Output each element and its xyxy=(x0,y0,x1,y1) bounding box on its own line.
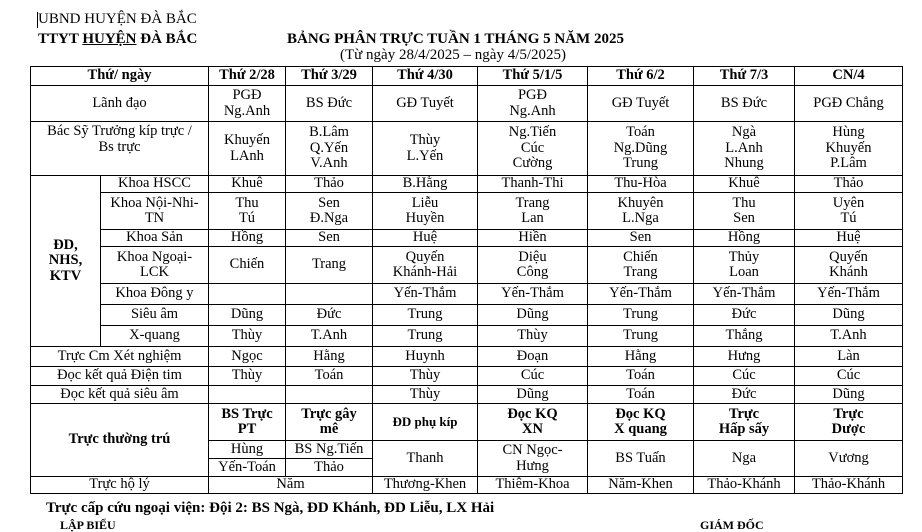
row-label: X-quang xyxy=(101,326,209,347)
cell: Huệ xyxy=(795,230,903,247)
day-header: Thứ 6/2 xyxy=(588,67,694,86)
row-label: Đọc kết quả siêu âm xyxy=(31,386,209,404)
cell: Thùy xyxy=(209,326,286,347)
row-label: Khoa Đông y xyxy=(101,284,209,305)
duty-header: Đọc KQ XN xyxy=(478,404,588,441)
header-row xyxy=(31,67,903,86)
cell: Đức xyxy=(694,305,795,326)
row-label: Bác Sỹ Trưởng kíp trực / Bs trực xyxy=(31,122,209,176)
cell: Toán xyxy=(286,367,373,386)
cell: Khuê xyxy=(694,176,795,193)
duty-header: Trực Hấp sấy xyxy=(694,404,795,441)
cell: Sen xyxy=(588,230,694,247)
day-header: CN/4 xyxy=(795,67,903,86)
cell: Dũng xyxy=(795,386,903,404)
row-holy xyxy=(31,477,903,494)
cell: PGĐ Ng.Anh xyxy=(478,86,588,122)
cell: Dũng xyxy=(478,305,588,326)
cell: Toán xyxy=(588,386,694,404)
cell: Thiêm-Khoa xyxy=(478,477,588,494)
cell: Yến-Thắm xyxy=(373,284,478,305)
row-khoa xyxy=(31,176,903,193)
page-title: BẢNG PHÂN TRỰC TUẦN 1 THÁNG 5 NĂM 2025 xyxy=(287,31,624,47)
cell: Yến-Thắm xyxy=(478,284,588,305)
row-xetnghiem xyxy=(31,347,903,367)
duty-header: Trực gây mê xyxy=(286,404,373,441)
cell: T.Anh xyxy=(795,326,903,347)
cell: Cúc xyxy=(478,367,588,386)
cell: Thu Tú xyxy=(209,193,286,230)
cell: Thùy L.Yến xyxy=(373,122,478,176)
cell: Trung xyxy=(373,305,478,326)
row-label: Đọc kết quả Điện tim xyxy=(31,367,209,386)
day-header: Thứ 5/1/5 xyxy=(478,67,588,86)
row-label: Trực Cm Xét nghiệm xyxy=(31,347,209,367)
cell: CN Ngọc- Hưng xyxy=(478,441,588,477)
cell: Khuyến LAnh xyxy=(209,122,286,176)
group-label: ĐD, NHS, KTV xyxy=(31,176,101,347)
cell: Trung xyxy=(588,305,694,326)
cell: Diệu Công xyxy=(478,247,588,284)
row-khoa xyxy=(31,193,903,230)
cell: Quyến Khánh-Hải xyxy=(373,247,478,284)
cell: Huệ xyxy=(373,230,478,247)
cell: Đức xyxy=(694,386,795,404)
row-label: Trực hộ lý xyxy=(31,477,209,494)
duty-table xyxy=(30,66,903,494)
org-name-2c: ĐÀ BẮC xyxy=(136,31,198,47)
cell: PGĐ Ng.Anh xyxy=(209,86,286,122)
cell: B.Hằng xyxy=(373,176,478,193)
page-subtitle: (Từ ngày 28/4/2025 – ngày 4/5/2025) xyxy=(340,47,567,63)
cell: Liễu Huyền xyxy=(373,193,478,230)
cell: GĐ Tuyết xyxy=(588,86,694,122)
row-khoa xyxy=(31,305,903,326)
row-label: Khoa Ngoại- LCK xyxy=(101,247,209,284)
cell: Dũng xyxy=(478,386,588,404)
cell: Trung xyxy=(588,326,694,347)
cell: Ngà L.Anh Nhung xyxy=(694,122,795,176)
cell: Quyến Khánh xyxy=(795,247,903,284)
org-name-1: UBND HUYỆN ĐÀ BẮC xyxy=(38,11,197,27)
row-bacsy xyxy=(31,122,903,176)
day-header: Thứ 2/28 xyxy=(209,67,286,86)
cell: Hiền xyxy=(478,230,588,247)
row-sieuam-kq xyxy=(31,386,903,404)
org-name-2b: HUYỆN xyxy=(82,31,137,47)
cell: Năm-Khen xyxy=(588,477,694,494)
cell: Ng.Tiến Cúc Cường xyxy=(478,122,588,176)
cell: Khuê xyxy=(209,176,286,193)
org-name-2a: TTYT xyxy=(38,31,83,47)
cell: Huynh xyxy=(373,347,478,367)
cell: Thùy xyxy=(373,386,478,404)
cell: Hùng xyxy=(209,441,286,459)
day-header: Thứ 3/29 xyxy=(286,67,373,86)
cell: BS Ng.Tiến xyxy=(286,441,373,459)
duty-header: ĐD phụ kíp xyxy=(373,404,478,441)
cell: Dũng xyxy=(795,305,903,326)
cell: Sen xyxy=(286,230,373,247)
cell: Thảo-Khánh xyxy=(694,477,795,494)
row-label: Trực thường trú xyxy=(31,404,209,477)
cell: Thùy xyxy=(209,367,286,386)
org-name-2 xyxy=(38,31,197,47)
cell xyxy=(286,284,373,305)
cell: Thảo xyxy=(286,459,373,477)
cell xyxy=(209,284,286,305)
row-khoa xyxy=(31,284,903,305)
row-khoa xyxy=(31,326,903,347)
cell: Cúc xyxy=(694,367,795,386)
corner-cell: Thứ/ ngày xyxy=(31,67,209,86)
cell: Hồng xyxy=(694,230,795,247)
cell: Yến-Toán xyxy=(209,459,286,477)
cell: Thùy xyxy=(478,326,588,347)
cell: Yến-Thắm xyxy=(795,284,903,305)
row-label: Lãnh đạo xyxy=(31,86,209,122)
cell: Vương xyxy=(795,441,903,477)
row-thuongtru-header xyxy=(31,404,903,441)
cell: Thắng xyxy=(694,326,795,347)
duty-header: Trực Dược xyxy=(795,404,903,441)
cell: Chiến xyxy=(209,247,286,284)
row-khoa xyxy=(31,230,903,247)
cell: Đức xyxy=(286,305,373,326)
cell: Chiến Trang xyxy=(588,247,694,284)
cell: Thảo-Khánh xyxy=(795,477,903,494)
row-label: Khoa Nội-Nhi- TN xyxy=(101,193,209,230)
cell: BS Đức xyxy=(286,86,373,122)
cell: Đoạn xyxy=(478,347,588,367)
cell: Hằng xyxy=(286,347,373,367)
cell: T.Anh xyxy=(286,326,373,347)
row-khoa xyxy=(31,247,903,284)
cell: B.Lâm Q.Yến V.Anh xyxy=(286,122,373,176)
row-label: Khoa Sản xyxy=(101,230,209,247)
cell: Năm xyxy=(209,477,373,494)
cell: Hằng xyxy=(588,347,694,367)
cell: Làn xyxy=(795,347,903,367)
duty-header: Đọc KQ X quang xyxy=(588,404,694,441)
cell: Cúc xyxy=(795,367,903,386)
cell: Thu-Hòa xyxy=(588,176,694,193)
duty-header: BS Trực PT xyxy=(209,404,286,441)
row-dientim xyxy=(31,367,903,386)
cell: Ngọc xyxy=(209,347,286,367)
cell: GĐ Tuyết xyxy=(373,86,478,122)
signature-left: LẬP BIỂU xyxy=(60,518,116,532)
cell: Khuyên L.Nga xyxy=(588,193,694,230)
cell: Uyên Tú xyxy=(795,193,903,230)
cell: Hùng Khuyến P.Lâm xyxy=(795,122,903,176)
cell: BS Đức xyxy=(694,86,795,122)
cell: Thu Sen xyxy=(694,193,795,230)
cell: Toán xyxy=(588,367,694,386)
cell: Toán Ng.Dũng Trung xyxy=(588,122,694,176)
cell: Thanh-Thi xyxy=(478,176,588,193)
cell: Yến-Thắm xyxy=(694,284,795,305)
cell: Thảo xyxy=(795,176,903,193)
cell: Hưng xyxy=(694,347,795,367)
cell: Thương-Khen xyxy=(373,477,478,494)
cell: Sen Đ.Nga xyxy=(286,193,373,230)
cell: Hồng xyxy=(209,230,286,247)
cell: PGĐ Chẳng xyxy=(795,86,903,122)
cell: Thanh xyxy=(373,441,478,477)
cell: Trang Lan xyxy=(478,193,588,230)
cell xyxy=(286,386,373,404)
cell xyxy=(209,386,286,404)
day-header: Thứ 7/3 xyxy=(694,67,795,86)
signature-right: GIÁM ĐỐC xyxy=(700,518,764,532)
cell: Dũng xyxy=(209,305,286,326)
cell: BS Tuấn xyxy=(588,441,694,477)
footer-note: Trực cấp cứu ngoại viện: Đội 2: BS Ngà, ĐD Khánh, ĐD Liễu, LX Hải xyxy=(46,500,495,516)
cell: Thủy Loan xyxy=(694,247,795,284)
row-label: Khoa HSCC xyxy=(101,176,209,193)
cell: Nga xyxy=(694,441,795,477)
cell: Thùy xyxy=(373,367,478,386)
cell: Thảo xyxy=(286,176,373,193)
cell: Yến-Thắm xyxy=(588,284,694,305)
row-lanhdao xyxy=(31,86,903,122)
row-label: Siêu âm xyxy=(101,305,209,326)
cell: Trang xyxy=(286,247,373,284)
day-header: Thứ 4/30 xyxy=(373,67,478,86)
cell: Trung xyxy=(373,326,478,347)
